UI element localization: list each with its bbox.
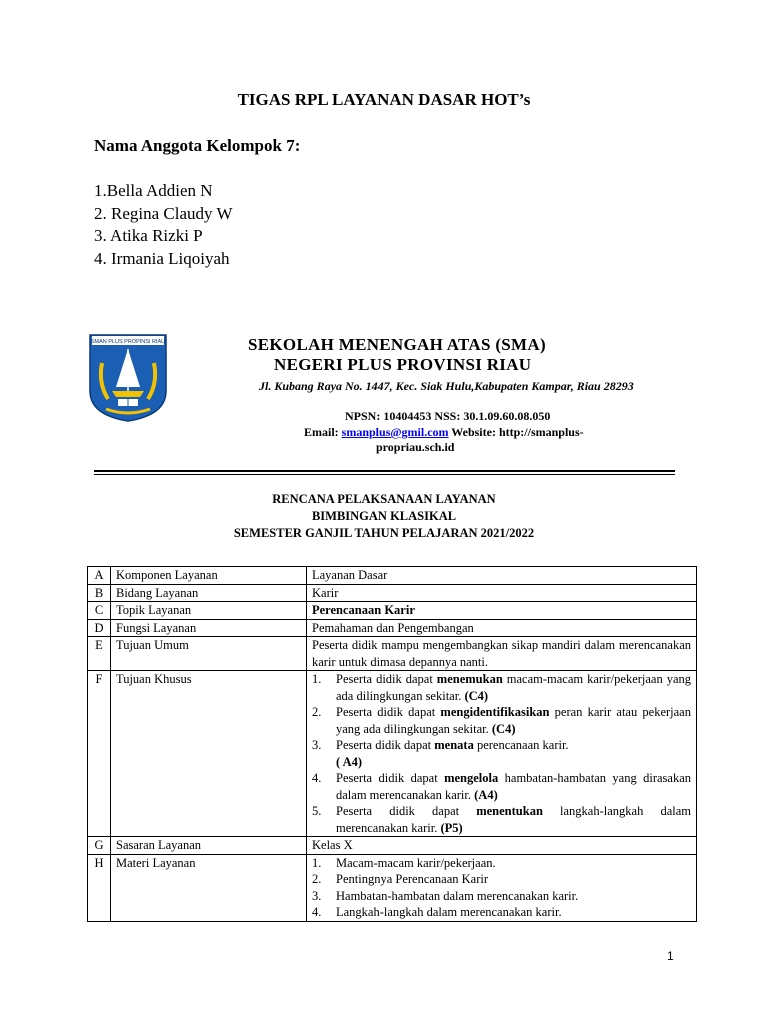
website-continuation: propriau.sch.id	[376, 440, 455, 454]
page-number: 1	[667, 949, 674, 963]
website-label: Website: http://smanplus-	[448, 425, 584, 439]
row-code: B	[88, 584, 111, 602]
list-item: 2. Pentingnya Perencanaan Karir	[312, 872, 489, 886]
plan-heading-line1: RENCANA PELAKSANAAN LAYANAN	[272, 492, 496, 506]
row-code: C	[88, 602, 111, 620]
list-item: 1. Macam-macam karir/pekerjaan.	[312, 855, 496, 870]
member-item: 3. Atika Rizki P	[94, 226, 203, 245]
email-link[interactable]: smanplus@gmil.com	[341, 425, 449, 439]
list-item: 2. Peserta didik dapat mengidentifikasikan peran karir atau pekerjaan yang ada dilingkungan sekitar. (C4)	[312, 705, 691, 736]
table-row	[88, 854, 697, 921]
document-title: TIGAS RPL LAYANAN DASAR HOT’s	[237, 90, 531, 109]
school-ids: NPSN: 10404453 NSS: 30.1.09.60.08.050	[345, 409, 551, 423]
plan-heading-line2: BIMBINGAN KLASIKAL	[311, 509, 457, 523]
header-rule-thin	[94, 474, 675, 475]
member-item: 2. Regina Claudy W	[94, 203, 233, 223]
row-component: Bidang Layanan	[111, 584, 307, 602]
plan-heading-line3: SEMESTER GANJIL TAHUN PELAJARAN 2021/2022	[233, 526, 535, 540]
objective-list	[312, 671, 691, 836]
row-value: Kelas X	[307, 837, 697, 855]
list-item: 4. Langkah-langkah dalam merencanakan karir.	[312, 905, 562, 919]
list-item: 3. Peserta didik dapat menata perencanaan karir. ( A4)	[312, 738, 569, 769]
row-code: E	[88, 637, 111, 671]
table-row	[88, 567, 697, 585]
row-value: Karir	[307, 584, 697, 602]
logo-text: SMAN PLUS PROPINSI RIAU	[90, 339, 166, 345]
row-component: Tujuan Umum	[111, 637, 307, 671]
row-code: F	[88, 671, 111, 837]
row-value: Layanan Dasar	[307, 567, 697, 585]
table-row	[88, 584, 697, 602]
table-row	[88, 637, 697, 671]
plan-heading	[0, 491, 768, 542]
school-name-line2: NEGERI PLUS PROVINSI RIAU	[274, 355, 532, 374]
row-component: Fungsi Layanan	[111, 619, 307, 637]
table-row	[88, 602, 697, 620]
table-row	[88, 619, 697, 637]
row-value	[307, 854, 697, 921]
row-code: G	[88, 837, 111, 855]
table-row	[88, 837, 697, 855]
school-name	[248, 335, 546, 375]
row-component: Sasaran Layanan	[111, 837, 307, 855]
school-logo-icon	[88, 333, 168, 423]
list-item: 4. Peserta didik dapat mengelola hambatan-hambatan yang dirasakan dalam merencanakan karir. (A4)	[312, 771, 691, 802]
list-item: 5. Peserta didik dapat menentukan langkah-langkah dalam merencanakan karir. (P5)	[312, 804, 691, 835]
service-plan-table	[87, 566, 697, 922]
row-code: D	[88, 619, 111, 637]
school-name-line1: SEKOLAH MENENGAH ATAS (SMA)	[248, 335, 546, 354]
row-value: Peserta didik mampu mengembangkan sikap mandiri dalam merencanakan karir untuk dimasa depannya nanti.	[307, 637, 697, 671]
row-component: Topik Layanan	[111, 602, 307, 620]
member-list	[94, 180, 233, 270]
row-value: Perencanaan Karir	[307, 602, 697, 620]
email-label: Email:	[304, 425, 342, 439]
material-list	[312, 855, 691, 921]
list-item: 1. Peserta didik dapat menemukan macam-macam karir/pekerjaan yang ada dilingkungan sekitar. (C4)	[312, 672, 691, 703]
school-contact	[304, 425, 644, 455]
row-code: H	[88, 854, 111, 921]
member-item: 4. Irmania Liqoiyah	[94, 248, 230, 268]
row-value: Pemahaman dan Pengembangan	[307, 619, 697, 637]
group-heading: Nama Anggota Kelompok 7:	[94, 136, 301, 155]
member-item: 1.Bella Addien N	[94, 181, 213, 200]
row-component: Komponen Layanan	[111, 567, 307, 585]
school-address: Jl. Kubang Raya No. 1447, Kec. Siak Hulu,Kabupaten Kampar, Riau 28293	[259, 379, 634, 393]
table-row	[88, 671, 697, 837]
list-item: 3. Hambatan-hambatan dalam merencanakan karir.	[312, 888, 579, 903]
row-code: A	[88, 567, 111, 585]
header-rule-thick	[94, 470, 675, 472]
row-component: Materi Layanan	[111, 854, 307, 921]
row-component: Tujuan Khusus	[111, 671, 307, 837]
row-value	[307, 671, 697, 837]
